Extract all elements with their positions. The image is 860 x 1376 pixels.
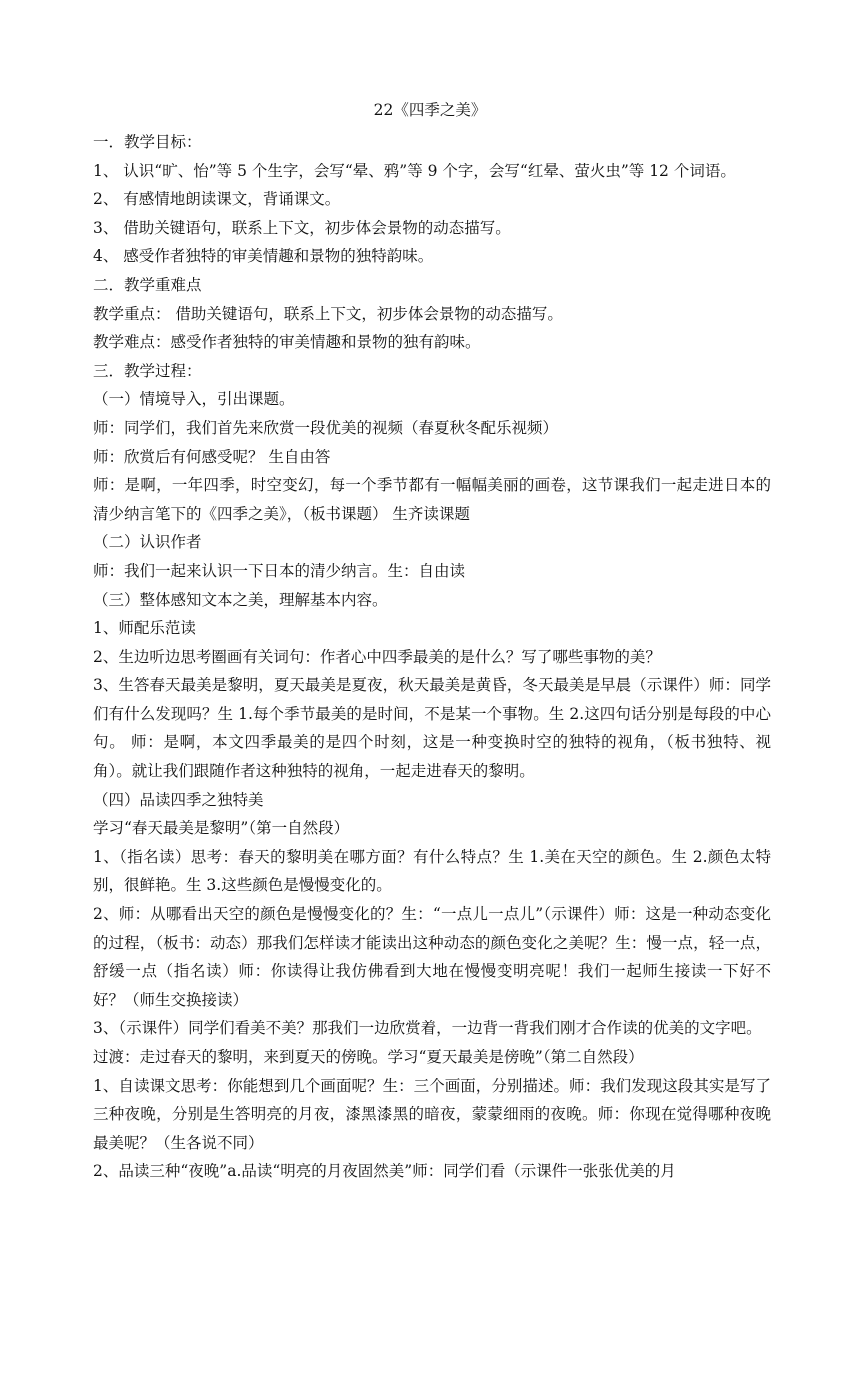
paragraph: （二）认识作者 [93, 533, 202, 552]
paragraph: 4、 感受作者独特的审美情趣和景物的独特韵味。 [93, 247, 434, 266]
document-title: 22《四季之美》 [373, 101, 487, 119]
paragraph: 师：同学们，我们首先来欣赏一段优美的视频（春夏秋冬配乐视频） [93, 418, 559, 437]
paragraph: 3、（示课件）同学们看美不美？那我们一边欣赏着，一边背一背我们刚才合作读的优美的文字吧。 [93, 1019, 762, 1038]
paragraph: 三．教学过程： [93, 361, 202, 380]
paragraph: 1、师配乐范读 [93, 619, 196, 638]
document-body [93, 128, 771, 1186]
paragraph: 2、 有感情地朗读课文，背诵课文。 [93, 190, 341, 209]
paragraph: 2、生边听边思考圈画有关词句：作者心中四季最美的是什么？写了哪些事物的美？ [93, 647, 661, 666]
paragraph: （四）品读四季之独特美 [93, 790, 264, 809]
paragraph: 1、自读课文思考：你能想到几个画面呢？生：三个画面，分别描述。师：我们发现这段其实是写了三种夜晚，分别是生答明亮的月夜，漆黑漆黑的暗夜，蒙蒙细雨的夜晚。师：你现在觉得哪种夜晚最美呢？（生各说不同） [93, 1076, 771, 1152]
paragraph: 3、 借助关键语句，联系上下文，初步体会景物的动态描写。 [93, 218, 511, 237]
paragraph: 师：欣赏后有何感受呢？ 生自由答 [93, 447, 331, 466]
paragraph: 过渡：走过春天的黎明，来到夏天的傍晚。学习“夏天最美是傍晚”（第二自然段） [93, 1048, 644, 1066]
paragraph: 二．教学重难点 [93, 275, 202, 294]
paragraph: （一）情境导入，引出课题。 [93, 390, 295, 409]
paragraph: 1、 认识“旷、怡”等 5 个生字，会写“晕、鸦”等 9 个字，会写“红晕、萤火虫”等 12 个词语。 [93, 161, 736, 180]
paragraph: 教学难点：感受作者独特的审美情趣和景物的独有韵味。 [93, 333, 481, 352]
paragraph: 一．教学目标： [93, 133, 202, 151]
paragraph: 2、品读三种“夜晚”a.品读“明亮的月夜固然美”师：同学们看（示课件一张张优美的月 [93, 1162, 676, 1181]
paragraph: 教学重点： 借助关键语句，联系上下文，初步体会景物的动态描写。 [93, 304, 563, 323]
paragraph: 2、师：从哪看出天空的颜色是慢慢变化的？生：“一点儿一点儿”（示课件）师：这是一种动态变化的过程，（板书：动态）那我们怎样读才能读出这种动态的颜色变化之美呢？生：慢一点，轻一点，舒缓一点（指名读）师：你读得让我仿佛看到大地在慢慢变明亮呢！我们一起师生接读一下好不好？（师生交换接读） [93, 905, 771, 1009]
paragraph: 1、（指名读）思考：春天的黎明美在哪方面？有什么特点？生 1.美在天空的颜色。生 2.颜色太特别，很鲜艳。生 3.这些颜色是慢慢变化的。 [93, 847, 771, 895]
paragraph: 学习“春天最美是黎明”（第一自然段） [93, 819, 350, 838]
paragraph: 3、生答春天最美是黎明，夏天最美是夏夜，秋天最美是黄昏，冬天最美是早晨（示课件）师：同学们有什么发现吗？生 1.每个季节最美的是时间，不是某一个事物。生 2.这四句话分别是每段的中心句。 师：是啊，本文四季最美的是四个时刻，这是一种变换时空的独特的视角，（板书独特、视角）。就让我们跟随作者这种独特的视角，一起走进春天的黎明。 [93, 676, 771, 781]
paragraph: 师：是啊，一年四季，时空变幻，每一个季节都有一幅幅美丽的画卷，这节课我们一起走进日本的清少纳言笔下的《四季之美》，（板书课题） 生齐读课题 [93, 476, 771, 523]
paragraph: （三）整体感知文本之美，理解基本内容。 [93, 590, 388, 609]
paragraph: 师：我们一起来认识一下日本的清少纳言。生：自由读 [93, 561, 466, 580]
